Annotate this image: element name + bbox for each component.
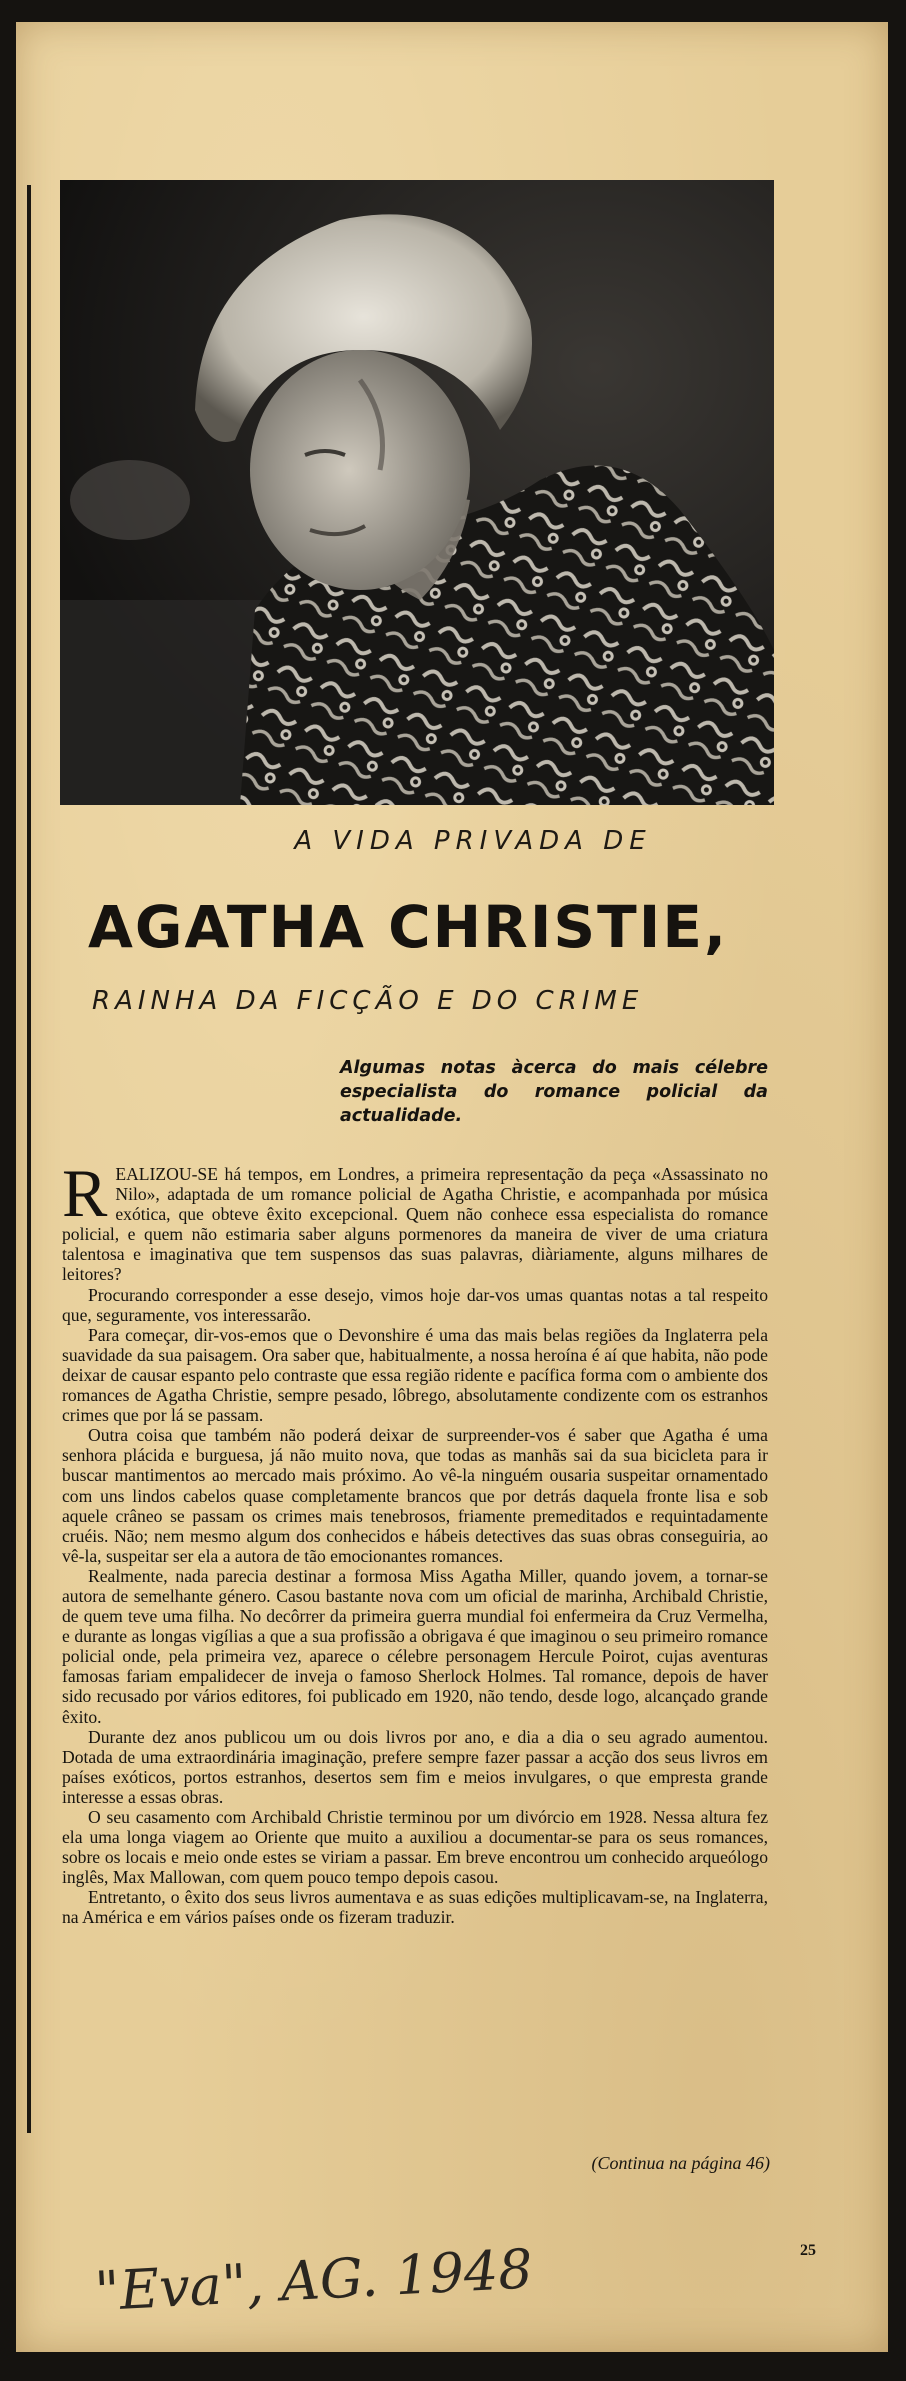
article-standfirst: Algumas notas àcerca do mais célebre especialista do romance policial da actualidade. <box>340 1058 768 1126</box>
article-headline: AGATHA CHRISTIE, <box>88 893 728 961</box>
column-rule <box>27 185 31 2133</box>
body-paragraph: Realmente, nada parecia destinar a formosa Miss Agatha Miller, quando jovem, a tornar-se autora de semelhante género. Casou bastante nova com um oficial de marinha, Archibald Christie, de quem teve uma filha. No decôrrer da primeira guerra mundial foi enfermeira da Cruz Vermelha, e durante as longas vigílias a que a sua profissão a obrigava é que imaginou o seu primeiro romance policial onde, pela primeira vez, aparece o célebre personagem Hercule Poirot, cujas aventuras famosas fariam empalidecer de inveja o famoso Sherlock Holmes. Tal romance, depois de haver sido recusado por vários editores, foi publicado em 1920, não tendo, desde logo, alcançado grande êxito. <box>62 1565 768 1727</box>
body-paragraph: Outra coisa que também não poderá deixar de surpreender-vos é saber que Agatha é uma senhora plácida e burguesa, já não muito nova, que todas as manhãs sai da sua bicicleta para ir buscar mantimentos ao mercado mais próximo. Ao vê-la ninguém ousaria suspeitar ornamentado com uns lindos cabelos quase completamente brancos que por detrás daquela fronte lisa e sob aquele crâneo se passam os crimes mais tenebrosos, friamente premeditados e requintadamente cruéis. Não; nem mesmo algum dos conhecidos e hábeis detectives das suas obras conseguiria, ao vê-la, suspeitar ser ela a autora de tão emocionantes romances. <box>62 1425 768 1566</box>
body-paragraph: REALIZOU-SE há tempos, em Londres, a primeira representação da peça «Assassinato no Nilo», adaptada de um romance policial de Agatha Christie, e acompanhada por música exótica, que obteve êxito excepcional. Quem não conhece essa especialista do romance policial, e quem não estimaria saber alguns pormenores da maneira de viver de uma criatura talentosa e imaginativa que tem suspensos das suas palavras, diàriamente, alguns milhares de leitores? <box>62 1155 768 1285</box>
body-paragraph: Entretanto, o êxito dos seus livros aumentava e as suas edições multiplicavam-se, na Inglaterra, na América e em vários países onde os fizeram traduzir. <box>62 1887 768 1928</box>
article-kicker: A VIDA PRIVADA DE <box>294 826 652 856</box>
drop-cap: R <box>62 1155 108 1231</box>
body-paragraph: Durante dez anos publicou um ou dois livros por ano, e dia a dia o seu agrado aumentou. Dotada de uma extraordinária imaginação, prefere sempre fazer passar a acção dos seus livros em países exóticos, portos estranhos, desertos sem fim e meios invulgares, o que empresta grande interesse a essas obras. <box>62 1726 768 1807</box>
body-paragraph: Procurando corresponder a esse desejo, vimos hoje dar-vos umas quantas notas a tal respeito que, seguramente, vos interessarão. <box>62 1284 768 1325</box>
page-number: 25 <box>800 2242 816 2259</box>
handwritten-note: "Eva", AG. 1948 <box>93 2237 535 2324</box>
body-paragraph: O seu casamento com Archibald Christie terminou por um divórcio em 1928. Nessa altura fez ela uma longa viagem ao Oriente que muito a auxiliou a documentar-se para os seus romances, sobre os locais e meio onde estes se viriam a passar. Em breve encontrou um conhecido arqueólogo inglês, Max Mallowan, com quem pouco tempo depois casou. <box>62 1807 768 1888</box>
portrait-photo <box>60 180 774 805</box>
handwritten-annotation <box>85 2225 745 2325</box>
article-subhead: RAINHA DA FICÇÃO E DO CRIME <box>92 986 644 1016</box>
article-body <box>62 1155 768 1928</box>
portrait-image <box>60 180 774 805</box>
body-paragraph: Para começar, dir-vos-emos que o Devonshire é uma das mais belas regiões da Inglaterra pela suavidade da sua paisagem. Ora saber que, habitualmente, a nossa heroína é aí que habita, não pode deixar de causar espanto pelo contraste que essa região ridente e pacífica forma com o ambiente dos romances de Agatha Christie, sempre pesado, lôbrego, absolutamente condizente com os estranhos crimes que por lá se passam. <box>62 1324 768 1426</box>
continued-note: (Continua na página 46) <box>591 2153 770 2173</box>
